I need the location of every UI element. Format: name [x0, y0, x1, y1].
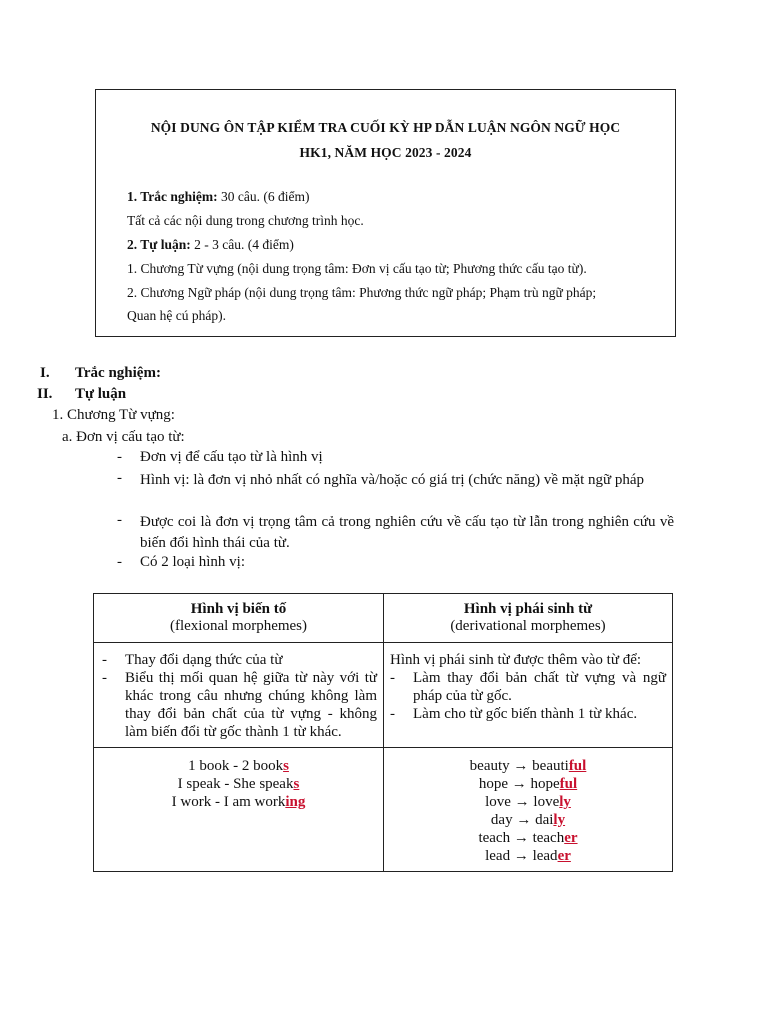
essay-line	[127, 237, 294, 253]
list-item: - Làm cho từ gốc biến thành 1 từ khác.	[390, 706, 638, 722]
bullet-1-text: Đơn vị để cấu tạo từ là hình vị	[140, 449, 323, 465]
example-line: teach → teacher	[478, 830, 578, 846]
derivational-definition	[384, 643, 673, 748]
table-header-row	[94, 594, 673, 643]
section-1-number: I.	[40, 365, 50, 381]
suffix-highlight: ful	[568, 758, 587, 774]
list-item: - Thay đổi dạng thức của từ	[102, 652, 283, 668]
item-1-heading: 1. Chương Từ vựng:	[52, 407, 175, 423]
col1-subtitle: (flexional morphemes)	[169, 618, 308, 634]
morpheme-table	[93, 593, 673, 872]
list-item: - Làm thay đổi bản chất từ vựng và ngữ pháp của từ gốc.	[390, 670, 666, 704]
col2-subtitle: (derivational morphemes)	[450, 618, 606, 634]
essay-label: 2. Tự luận:	[127, 237, 191, 252]
suffix-highlight: ly	[559, 794, 571, 810]
bullet-4-text: Có 2 loại hình vị:	[140, 554, 245, 570]
item-1a-heading: a. Đơn vị cấu tạo từ:	[62, 429, 185, 445]
example-line: hope → hopeful	[478, 776, 578, 792]
bullet-3-dash: -	[117, 512, 122, 528]
example-line: 1 book - 2 books	[188, 758, 289, 774]
derivational-examples	[384, 748, 673, 872]
suffix-highlight: s	[283, 758, 289, 774]
mcq-line	[127, 189, 309, 205]
flexional-examples	[94, 748, 384, 872]
col2-title: Hình vị phái sinh từ	[463, 601, 593, 617]
essay-item-2-line2: Quan hệ cú pháp).	[127, 308, 226, 323]
list-item: - Biểu thị mối quan hệ giữa từ này với từ khác trong câu nhưng chúng không làm thay đổi bản chất của từ vựng - không làm biến đổi từ gốc thành 1 từ khác.	[102, 670, 377, 740]
derivational-intro: Hình vị phái sinh từ được thêm vào từ để:	[390, 652, 642, 668]
table-definition-row	[94, 643, 673, 748]
suffix-highlight: er	[564, 830, 578, 846]
box-title-line2: HK1, NĂM HỌC 2023 - 2024	[299, 145, 472, 160]
example-line: lead → leader	[485, 848, 571, 864]
suffix-highlight: er	[557, 848, 571, 864]
bullet-2-text: Hình vị: là đơn vị nhỏ nhất có nghĩa và/hoặc có giá trị (chức năng) về mặt ngữ pháp	[140, 472, 645, 488]
bullet-2-dash: -	[117, 470, 122, 486]
bullet-4-dash: -	[117, 554, 122, 570]
bullet-3-text: Được coi là đơn vị trọng tâm cả trong nghiên cứu về cấu tạo từ lẫn trong nghiên cứu về biến đổi hình thái của từ.	[140, 514, 674, 551]
mcq-label: 1. Trắc nghiệm:	[127, 189, 218, 204]
section-2-number: II.	[37, 386, 53, 402]
example-line: love → lovely	[485, 794, 571, 810]
flexional-definition	[94, 643, 384, 748]
essay-item-2-line1: 2. Chương Ngữ pháp (nội dung trọng tâm: Phương thức ngữ pháp; Phạm trù ngữ pháp;	[127, 285, 597, 300]
mcq-note: Tất cả các nội dung trong chương trình học.	[127, 213, 364, 228]
suffix-highlight: ly	[553, 812, 566, 828]
section-1-title: Trắc nghiệm:	[75, 365, 161, 381]
suffix-highlight: ful	[559, 776, 578, 792]
table-examples-row	[94, 748, 673, 872]
example-line: beauty → beautiful	[469, 758, 587, 774]
header-derivational	[384, 594, 673, 643]
essay-item-1: 1. Chương Từ vựng (nội dung trọng tâm: Đơn vị cấu tạo từ; Phương thức cấu tạo từ).	[127, 261, 587, 276]
mcq-value: 30 câu. (6 điểm)	[217, 189, 310, 204]
section-2-title: Tự luận	[75, 386, 127, 402]
example-line: I work - I am working	[171, 794, 306, 810]
example-line: I speak - She speaks	[177, 776, 300, 792]
suffix-highlight: s	[293, 776, 300, 792]
box-title-line1: NỘI DUNG ÔN TẬP KIỂM TRA CUỐI KỲ HP DẪN LUẬN NGÔN NGỮ HỌC	[150, 120, 621, 135]
col1-title: Hình vị biến tố	[190, 601, 287, 617]
suffix-highlight: ing	[285, 794, 306, 810]
bullet-1-dash: -	[117, 449, 122, 465]
exam-summary-box	[95, 89, 676, 337]
header-flexional	[94, 594, 384, 643]
essay-value: 2 - 3 câu. (4 điểm)	[190, 237, 294, 252]
example-line: day → daily	[490, 812, 566, 828]
